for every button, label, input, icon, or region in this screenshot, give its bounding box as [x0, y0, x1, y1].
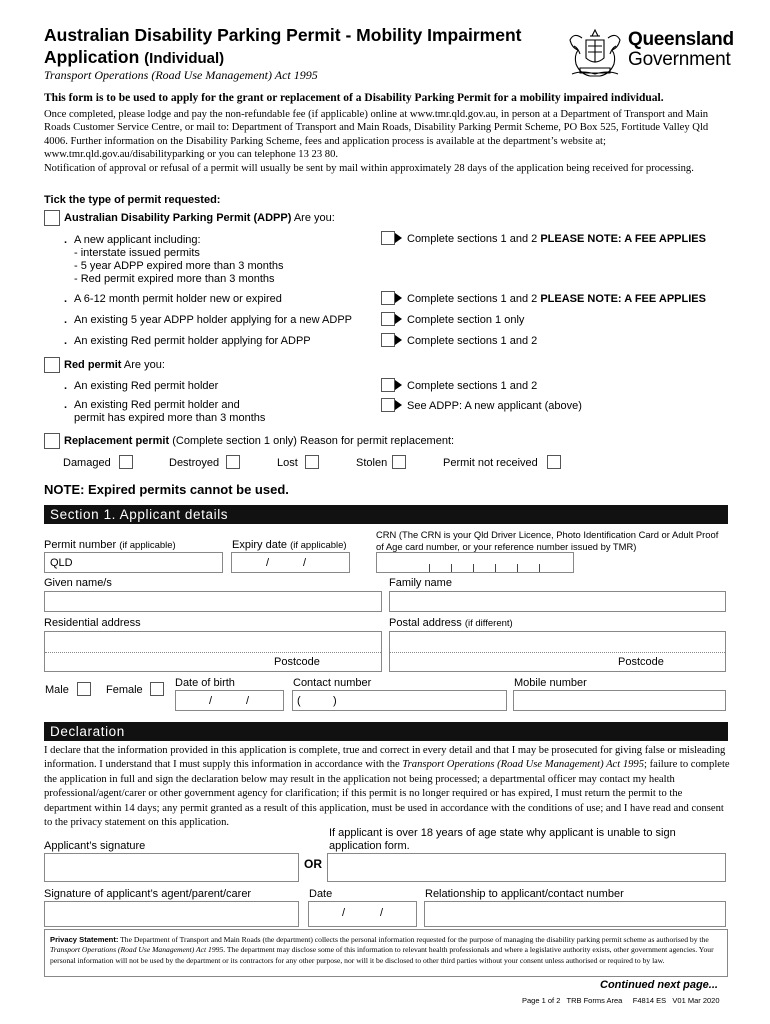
red-option-expired-l1: An existing Red permit holder and — [74, 399, 240, 411]
family-name-field[interactable] — [389, 591, 726, 612]
decl-date-sep-1: / — [342, 907, 346, 919]
privacy-heading: Privacy Statement: — [50, 935, 119, 944]
red-permit-checkbox[interactable] — [44, 357, 60, 373]
dob-label: Date of birth — [175, 677, 235, 689]
adpp-red-action: Complete sections 1 and 2 — [407, 335, 538, 347]
adpp-6-12-action — [407, 293, 706, 305]
expiry-date-sep-1: / — [266, 557, 270, 569]
footer-form-code: F4814 ES — [632, 996, 667, 1005]
relationship-field[interactable] — [424, 901, 726, 927]
permit-number-if-applicable: (if applicable) — [119, 540, 176, 551]
privacy-text-a: The Department of Transport and Main Roads (the department) collects the personal information requested for the purpose of managing the disability parking permit scheme as authorised by the — [118, 935, 709, 944]
male-label: Male — [45, 684, 69, 696]
replacement-name: Replacement permit — [64, 435, 170, 447]
residential-address-label: Residential address — [44, 617, 141, 629]
postal-address-label-text: Postal address — [389, 617, 462, 629]
privacy-text-b: . The department may disclose some of this information to relevant health professionals and where a legislative authority exists, other government agencies. Your personal information will not be used by the department or its contractors for any other purpose, nor will it be disclosed to other third parties without your consent unless authorised or required to by law. — [50, 945, 714, 965]
postal-address-label — [389, 617, 513, 629]
red-option-existing: . An existing Red permit holder — [64, 380, 219, 392]
footer-forms-area: TRB Forms Area — [566, 996, 623, 1005]
adpp-option-new-sub1: - interstate issued permits — [74, 247, 200, 259]
postal-postcode-label: Postcode — [618, 656, 664, 668]
adpp-new-arrow-checkbox[interactable] — [381, 231, 403, 245]
unable-to-sign-label: If applicant is over 18 years of age state why applicant is unable to sign application form. — [329, 827, 676, 852]
adpp-name: Australian Disability Parking Permit (ADPP) — [64, 212, 292, 224]
adpp-option-5yr-text: An existing 5 year ADPP holder applying for a new ADPP — [74, 314, 353, 326]
adpp-label — [64, 212, 335, 224]
phone-open: ( — [297, 695, 301, 707]
red-option-existing-text: An existing Red permit holder — [74, 380, 219, 392]
form-title — [44, 24, 564, 70]
red-permit-name: Red permit — [64, 359, 122, 371]
intro-para-1: Once completed, please lodge and pay the non-refundable fee (if applicable) online at www.tmr.qld.gov.au, in person at a Department of Transport and Main Roads Customer Service Centre, or mail to: Department of Transport and Main Roads, Disability Parking Permit Scheme, PO Box 525, Fortitude Valley Qld 4006. Further information on the Disability Parking Scheme, fees and application process is available at the department’s website at; www.tmr.qld.gov.au/disabilityparking or you can telephone 13 23 80. — [44, 109, 709, 161]
adpp-option-new-sub3: - Red permit expired more than 3 months — [74, 273, 275, 285]
permit-type-heading: Tick the type of permit requested: — [44, 194, 221, 206]
residential-address-field[interactable] — [44, 631, 382, 672]
reason-damaged-label: Damaged — [63, 457, 111, 469]
reason-destroyed-label: Destroyed — [169, 457, 220, 469]
adpp-option-6-12: . A 6-12 month permit holder new or expired — [64, 293, 282, 305]
reason-lost-checkbox[interactable] — [305, 455, 319, 469]
act-reference: Transport Operations (Road Use Management) Act 1995 — [44, 68, 318, 82]
continued-next-page: Continued next page... — [600, 979, 718, 991]
adpp-6-12-action-text: Complete sections 1 and 2 — [407, 293, 538, 305]
applicant-signature-field[interactable] — [44, 853, 299, 882]
intro-purpose: This form is to be used to apply for the grant or replacement of a Disability Parking Permit for a mobility impaired individual. — [44, 92, 664, 104]
expiry-date-label-text: Expiry date — [232, 539, 288, 551]
crn-label: CRN (The CRN is your Qld Driver Licence, Photo Identification Card or Adult Proof of Age card number, or your reference number issued by TMR) — [376, 529, 719, 552]
replacement-label — [64, 435, 454, 447]
declaration-date-label: Date — [309, 888, 333, 900]
logo-queensland: Queensland — [628, 29, 734, 50]
red-option-expired-l2: permit has expired more than 3 months — [74, 412, 266, 424]
male-checkbox[interactable] — [77, 682, 91, 696]
red-existing-action: Complete sections 1 and 2 — [407, 380, 538, 392]
declaration-text — [44, 744, 732, 830]
adpp-option-new: . A new applicant including: - interstate issued permits - 5 year ADPP expired more than 3 months - Red permit expired more than 3 months — [64, 234, 284, 285]
expiry-date-sep-2: / — [303, 557, 307, 569]
logo-government: Government — [628, 49, 731, 70]
replacement-checkbox[interactable] — [44, 433, 60, 449]
footer-info — [522, 996, 720, 1005]
expiry-date-label — [232, 539, 347, 551]
contact-number-field[interactable] — [292, 690, 507, 711]
adpp-checkbox[interactable] — [44, 210, 60, 226]
mobile-number-field[interactable] — [513, 690, 726, 711]
declaration-header: Declaration — [44, 722, 728, 741]
relationship-label: Relationship to applicant/contact number — [425, 888, 624, 900]
unable-to-sign-field[interactable] — [327, 853, 726, 882]
given-names-field[interactable] — [44, 591, 382, 612]
female-checkbox[interactable] — [150, 682, 164, 696]
reason-stolen-checkbox[interactable] — [392, 455, 406, 469]
contact-number-label: Contact number — [293, 677, 372, 689]
postal-address-field[interactable] — [389, 631, 726, 672]
adpp-red-arrow-checkbox[interactable] — [381, 333, 403, 347]
privacy-act: Transport Operations (Road Use Management) Act 1995 — [50, 945, 224, 955]
adpp-option-5yr: . An existing 5 year ADPP holder applying for a new ADPP — [64, 314, 353, 326]
adpp-new-action — [407, 233, 706, 245]
title-line-2 — [44, 46, 564, 70]
crn-field[interactable] — [376, 552, 574, 573]
dob-sep-1: / — [209, 695, 213, 707]
decl-date-sep-2: / — [380, 907, 384, 919]
declaration-text-b: ; failure to complete the application in full and sign the declaration below may result in the application not being processed; a departmental officer may contact my health professional/agent/carer or other government agency for clarification; if this permit is no longer required or has expired, I must return the permit to the department within 14 days; any permit granted as a result of this application, must be used in accordance with the conditions of use; and I have read and consent to the privacy statement on this application. — [44, 759, 730, 829]
title-main: Application — [44, 47, 140, 67]
expiry-date-field[interactable] — [231, 552, 350, 573]
red-expired-arrow-checkbox[interactable] — [381, 398, 403, 412]
qld-government-logo — [566, 24, 736, 80]
replacement-suffix: (Complete section 1 only) Reason for permit replacement: — [172, 435, 455, 447]
intro-para-2: Notification of approval or refusal of a permit will usually be sent by mail within approximately 28 days of the application being received for processing. — [44, 162, 694, 174]
declaration-date-field[interactable] — [308, 901, 417, 927]
adpp-5yr-arrow-checkbox[interactable] — [381, 312, 403, 326]
adpp-option-6-12-text: A 6-12 month permit holder new or expired — [74, 293, 282, 305]
red-permit-suffix: Are you: — [123, 359, 165, 371]
expiry-date-if-applicable: (if applicable) — [290, 540, 347, 551]
adpp-suffix: Are you: — [293, 212, 335, 224]
red-option-expired: . An existing Red permit holder and permit has expired more than 3 months — [64, 399, 266, 424]
dob-sep-2: / — [246, 695, 250, 707]
footer-version: V01 Mar 2020 — [672, 996, 720, 1005]
reason-stolen-label: Stolen — [356, 457, 388, 469]
applicant-signature-label: Applicant’s signature — [44, 840, 146, 852]
dob-field[interactable] — [175, 690, 284, 711]
agent-signature-label: Signature of applicant’s agent/parent/carer — [44, 888, 252, 900]
red-expired-action: See ADPP: A new applicant (above) — [407, 400, 582, 412]
title-line-1: Australian Disability Parking Permit - Mobility Impairment — [44, 25, 522, 45]
qld-wordmark — [628, 30, 734, 70]
given-names-label: Given name/s — [44, 577, 112, 589]
adpp-5yr-action: Complete section 1 only — [407, 314, 525, 326]
permit-number-prefix: QLD — [50, 557, 73, 569]
residential-postcode-label: Postcode — [274, 656, 320, 668]
adpp-new-action-text: Complete sections 1 and 2 — [407, 233, 538, 245]
adpp-option-new-sub2: - 5 year ADPP expired more than 3 months — [74, 260, 284, 272]
permit-number-field[interactable] — [44, 552, 223, 573]
reason-damaged-checkbox[interactable] — [119, 455, 133, 469]
permit-number-label-text: Permit number — [44, 539, 117, 551]
adpp-6-12-fee-note: PLEASE NOTE: A FEE APPLIES — [540, 293, 706, 305]
adpp-6-12-arrow-checkbox[interactable] — [381, 291, 403, 305]
phone-close: ) — [333, 695, 337, 707]
declaration-text-a: I declare that the information provided in this application is complete, true and correct in every detail and that I may be prosecuted for giving false or misleading information. I understand that I must supply this information in accordance with the — [44, 745, 726, 771]
reason-not-received-label: Permit not received — [443, 457, 538, 469]
red-permit-label — [64, 359, 165, 371]
reason-destroyed-checkbox[interactable] — [226, 455, 240, 469]
permit-number-label — [44, 539, 176, 551]
footer-page: Page 1 of 2 — [522, 996, 561, 1005]
adpp-option-red-text: An existing Red permit holder applying for ADPP — [74, 335, 311, 347]
declaration-act: Transport Operations (Road Use Management) Act 1995 — [402, 759, 645, 771]
adpp-new-fee-note: PLEASE NOTE: A FEE APPLIES — [540, 233, 706, 245]
title-sub: (Individual) — [144, 50, 225, 67]
mobile-number-label: Mobile number — [514, 677, 587, 689]
privacy-statement — [44, 929, 728, 977]
adpp-option-new-main: A new applicant including: — [74, 234, 201, 246]
section1-header: Section 1. Applicant details — [44, 505, 728, 524]
or-label: OR — [304, 857, 322, 871]
female-label: Female — [106, 684, 143, 696]
adpp-option-red: . An existing Red permit holder applying for ADPP — [64, 335, 311, 347]
red-existing-arrow-checkbox[interactable] — [381, 378, 403, 392]
agent-signature-field[interactable] — [44, 901, 299, 927]
postal-if-different: (if different) — [464, 618, 513, 629]
expired-note: NOTE: Expired permits cannot be used. — [44, 482, 289, 497]
intro-text — [44, 108, 734, 175]
coat-of-arms-icon — [566, 24, 624, 80]
reason-lost-label: Lost — [277, 457, 298, 469]
reason-not-received-checkbox[interactable] — [547, 455, 561, 469]
family-name-label: Family name — [389, 577, 452, 589]
